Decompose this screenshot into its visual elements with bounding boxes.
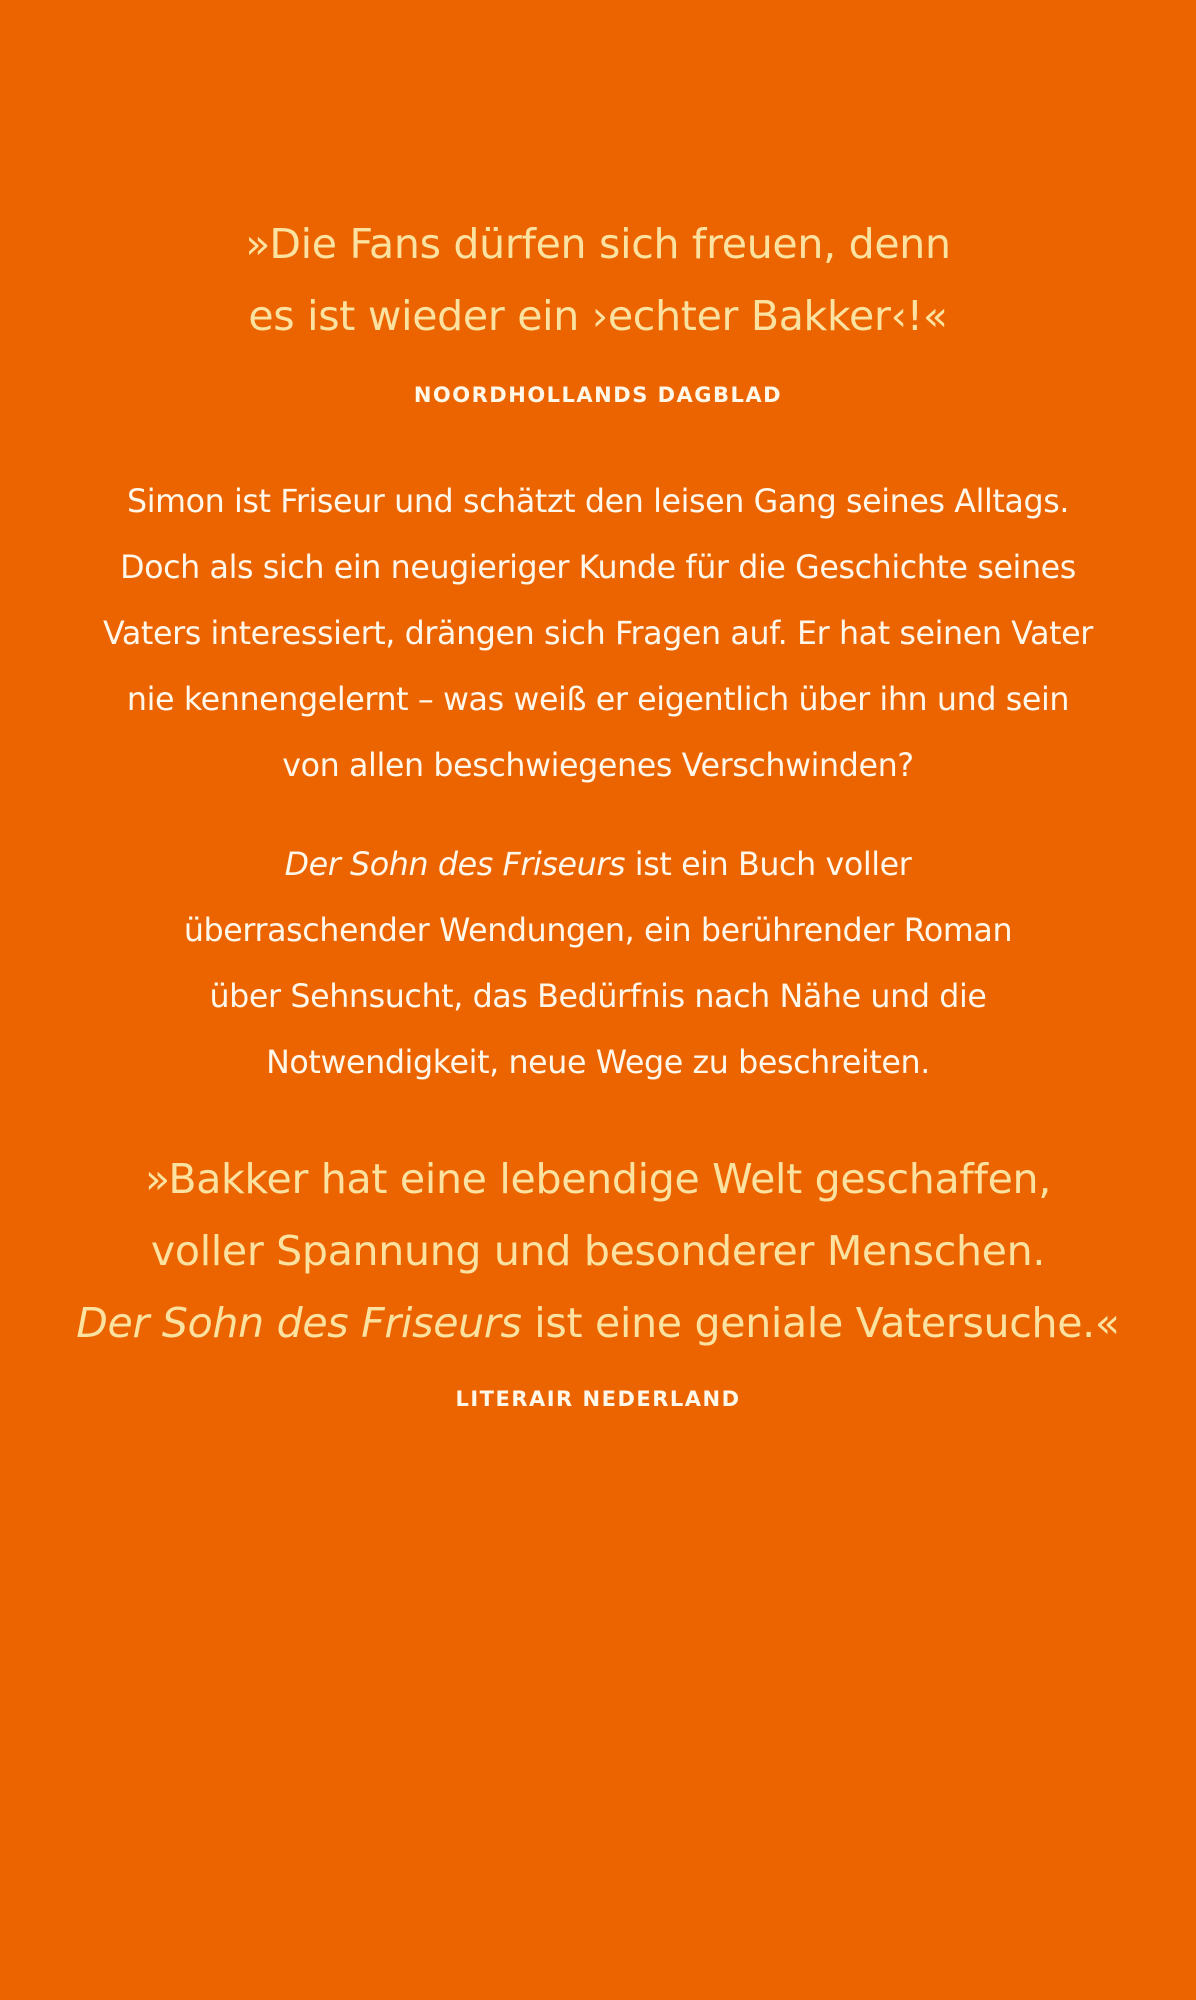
blurb-paragraph xyxy=(0,469,1196,799)
quote-line: »Die Fans dürfen sich freuen, denn xyxy=(245,220,951,268)
description-paragraph xyxy=(0,832,1196,1096)
blurb-line: Vaters interessiert, drängen sich Fragen auf. Er hat seinen Vater xyxy=(103,616,1093,652)
description-line: über Sehnsucht, das Bedürfnis nach Nähe und die xyxy=(209,979,987,1015)
book-title-italic: Der Sohn des Friseurs xyxy=(76,1299,522,1347)
description-line xyxy=(0,832,1196,898)
quote-source: NOORDHOLLANDS DAGBLAD xyxy=(413,383,783,407)
quote-line: es ist wieder ein ›echter Bakker‹!« xyxy=(248,292,948,340)
blurb-line: Simon ist Friseur und schätzt den leisen Gang seines Alltags. xyxy=(126,484,1070,520)
quote-line: »Bakker hat eine lebendige Welt geschaffen, xyxy=(144,1155,1052,1203)
quote-text: ist eine geniale Vatersuche.« xyxy=(521,1299,1120,1347)
quote-line: voller Spannung und besonderer Menschen. xyxy=(150,1227,1046,1275)
book-title-italic: Der Sohn des Friseurs xyxy=(284,847,626,883)
blurb-line: nie kennengelernt – was weiß er eigentlich über ihn und sein xyxy=(126,682,1070,718)
blurb-line: Doch als sich ein neugieriger Kunde für die Geschichte seines xyxy=(120,550,1076,586)
press-quote-noordhollands xyxy=(0,208,1196,352)
quote-line xyxy=(0,1287,1196,1359)
description-text: ist ein Buch voller xyxy=(625,847,912,883)
blurb-line: von allen beschwiegenes Verschwinden? xyxy=(282,748,914,784)
description-line: Notwendigkeit, neue Wege zu beschreiten. xyxy=(266,1045,930,1081)
press-quote-literair xyxy=(0,1143,1196,1359)
description-line: überraschender Wendungen, ein berührender Roman xyxy=(183,913,1013,949)
quote-source: LITERAIR NEDERLAND xyxy=(455,1387,741,1411)
